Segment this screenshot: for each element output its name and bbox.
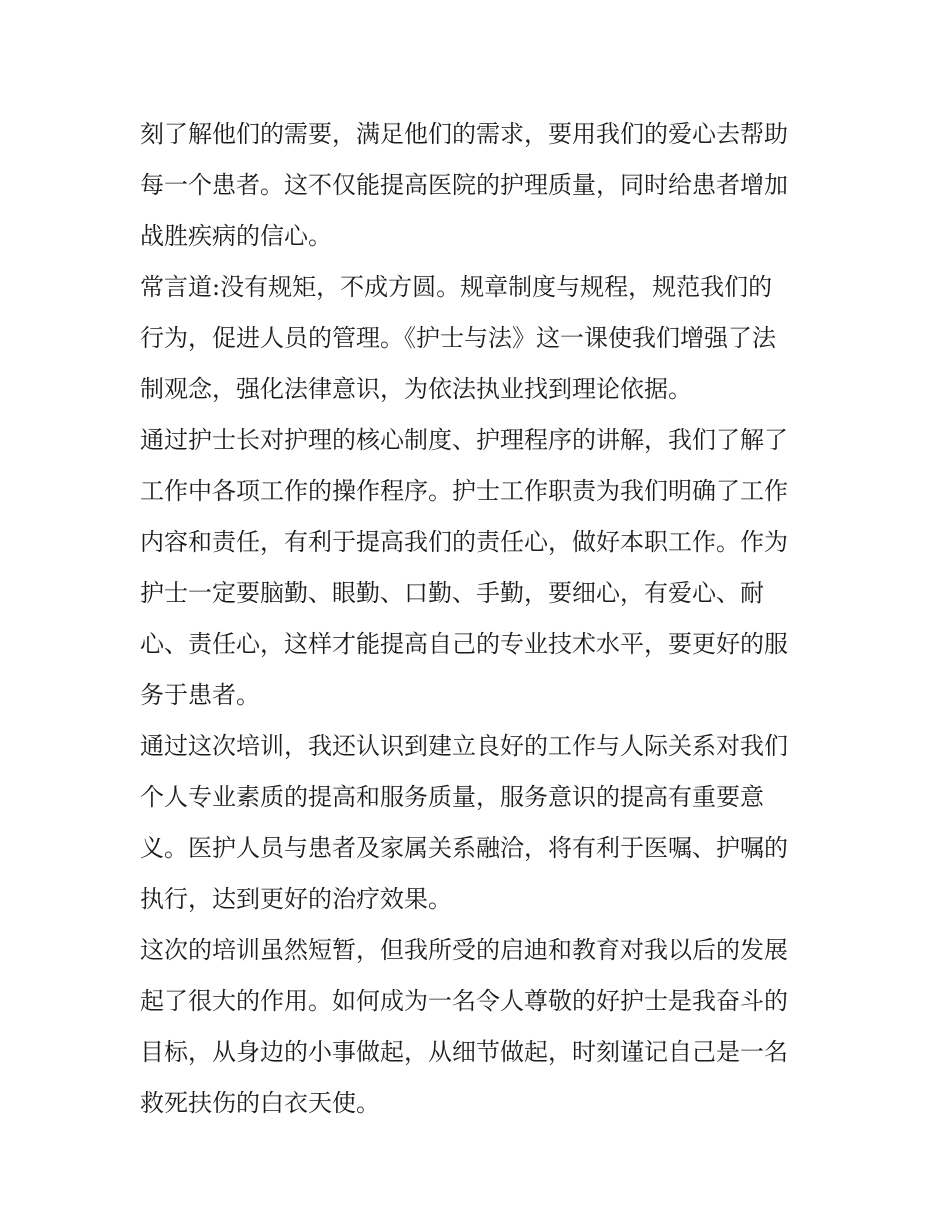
text-line-3: 战胜疾病的信心。 bbox=[140, 222, 332, 250]
text-line-19: 目标，从身边的小事做起，从细节做起，时刻谨记自己是一名 bbox=[140, 1038, 788, 1066]
text-line-12: 务于患者。 bbox=[140, 681, 260, 709]
text-line-8: 工作中各项工作的操作程序。护士工作职责为我们明确了工作 bbox=[140, 477, 788, 505]
text-line-14: 个人专业素质的提高和服务质量，服务意识的提高有重要意 bbox=[140, 783, 764, 811]
text-line-11: 心、责任心，这样才能提高自己的专业技术水平，要更好的服 bbox=[140, 630, 788, 658]
text-line-10: 护士一定要脑勤、眼勤、口勤、手勤，要细心，有爱心、耐 bbox=[140, 579, 764, 607]
text-line-18: 起了很大的作用。如何成为一名令人尊敬的好护士是我奋斗的 bbox=[140, 987, 788, 1015]
text-line-2: 每一个患者。这不仅能提高医院的护理质量，同时给患者增加 bbox=[140, 171, 788, 199]
text-line-6: 制观念，强化法律意识，为依法执业找到理论依据。 bbox=[140, 375, 692, 403]
text-line-4: 常言道:没有规矩，不成方圆。规章制度与规程，规范我们的 bbox=[140, 273, 773, 301]
text-line-7: 通过护士长对护理的核心制度、护理程序的讲解，我们了解了 bbox=[140, 426, 788, 454]
text-line-17: 这次的培训虽然短暂，但我所受的启迪和教育对我以后的发展 bbox=[140, 936, 788, 964]
document-body bbox=[140, 109, 820, 1129]
text-line-5: 行为，促进人员的管理。《护士与法》这一课使我们增强了法 bbox=[140, 324, 776, 352]
text-line-13: 通过这次培训，我还认识到建立良好的工作与人际关系对我们 bbox=[140, 732, 788, 760]
text-line-15: 义。医护人员与患者及家属关系融洽，将有利于医嘱、护嘱的 bbox=[140, 834, 788, 862]
text-line-1: 刻了解他们的需要，满足他们的需求，要用我们的爱心去帮助 bbox=[140, 120, 788, 148]
text-line-9: 内容和责任，有利于提高我们的责任心，做好本职工作。作为 bbox=[140, 528, 788, 556]
text-line-16: 执行，达到更好的治疗效果。 bbox=[140, 885, 452, 913]
text-line-20: 救死扶伤的白衣天使。 bbox=[140, 1089, 380, 1117]
